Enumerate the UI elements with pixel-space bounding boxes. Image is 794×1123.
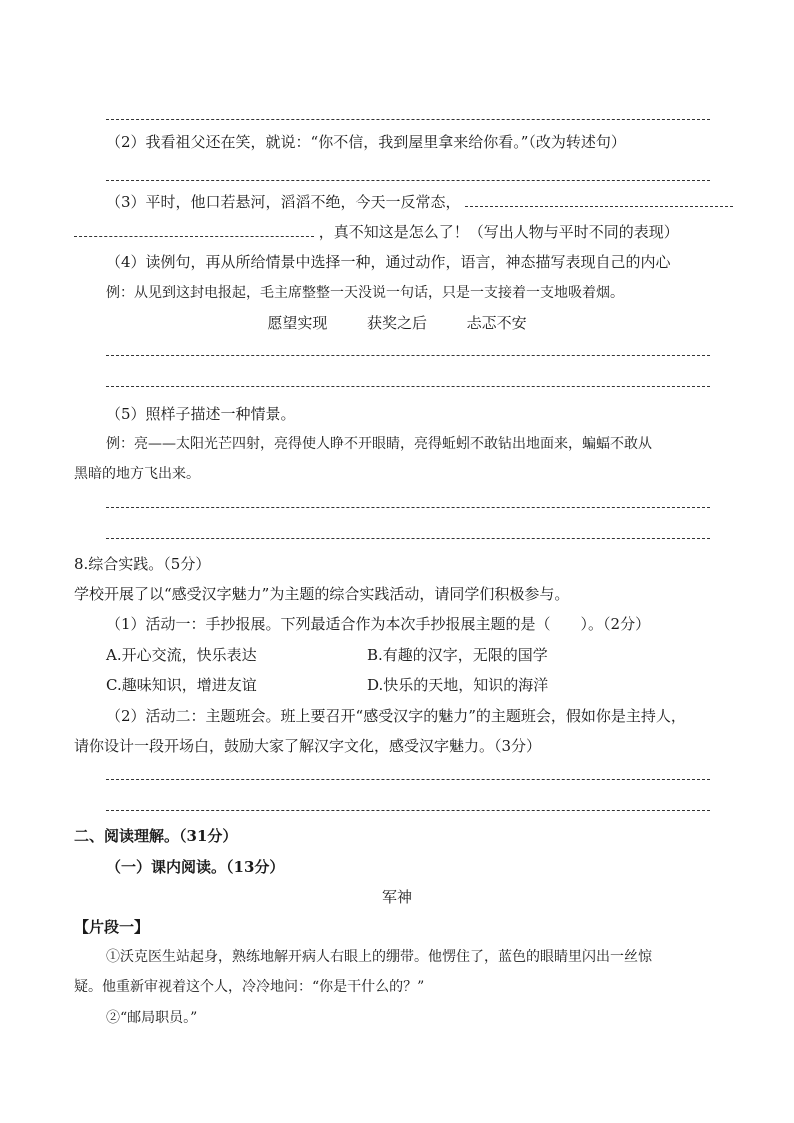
section-2-heading: 二、阅读理解。（31分） bbox=[74, 827, 238, 845]
scenario-option: 愿望实现 bbox=[267, 314, 328, 332]
scenario-choices bbox=[0, 313, 794, 333]
question-8-intro: 学校开展了以“感受汉字魅力”为主题的综合实践活动，请同学们积极参与。 bbox=[74, 585, 570, 603]
passage-title: 军神 bbox=[381, 888, 412, 906]
passage-paragraph-1-cont: 疑。他重新审视着这个人，冷冷地问：“你是干什么的？” bbox=[74, 979, 425, 995]
answer-line[interactable] bbox=[106, 507, 710, 508]
activity-2-text: （2）活动二：主题班会。班上要召开“感受汉字的魅力”的主题班会，假如你是主持人， bbox=[106, 707, 686, 725]
fragment-label: 【片段一】 bbox=[74, 918, 150, 936]
question-2-text: （2）我看祖父还在笑，就说：“你不信，我到屋里拿来给你看。”（改为转述句） bbox=[106, 133, 626, 151]
answer-line[interactable] bbox=[106, 119, 710, 120]
question-5-instruction: （5）照样子描述一种情景。 bbox=[106, 405, 296, 423]
option-d[interactable]: D.快乐的天地，知识的海洋 bbox=[367, 676, 549, 694]
question-4-instruction: （4）读例句，再从所给情景中选择一种，通过动作，语言，神态描写表现自己的内心 bbox=[106, 253, 671, 271]
question-3-part2: ，真不知这是怎么了！（写出人物与平时不同的表现） bbox=[318, 223, 679, 241]
activity-2-text-cont: 请你设计一段开场白，鼓励大家了解汉字文化，感受汉字魅力。（3分） bbox=[74, 737, 542, 755]
option-c[interactable]: C.趣味知识，增进友谊 bbox=[106, 676, 257, 694]
scenario-option: 获奖之后 bbox=[366, 314, 427, 332]
answer-line[interactable] bbox=[106, 180, 710, 181]
question-3-part1: （3）平时，他口若悬河，滔滔不绝，今天一反常态， bbox=[106, 193, 461, 211]
subsection-heading: （一）课内阅读。（13分） bbox=[106, 858, 285, 876]
question-3-text bbox=[106, 192, 733, 212]
answer-line[interactable] bbox=[106, 779, 710, 780]
option-b[interactable]: B.有趣的汉字，无限的国学 bbox=[367, 646, 548, 664]
question-5-example: 例：亮——太阳光芒四射，亮得使人睁不开眼睛，亮得蚯蚓不敢钻出地面来，蝙蝠不敢从 bbox=[106, 436, 652, 452]
question-4-example: 例：从见到这封电报起，毛主席整整一天没说一句话，只是一支接着一支地吸着烟。 bbox=[106, 285, 624, 301]
question-8-title: 8.综合实践。（5分） bbox=[74, 555, 211, 573]
question-3-continuation bbox=[74, 222, 679, 242]
inline-blank[interactable] bbox=[74, 222, 314, 237]
answer-line[interactable] bbox=[106, 386, 710, 387]
inline-blank[interactable] bbox=[465, 192, 733, 207]
passage-paragraph-1: ①沃克医生站起身，熟练地解开病人右眼上的绷带。他愣住了，蓝色的眼睛里闪出一丝惊 bbox=[106, 949, 652, 965]
question-5-example-cont: 黑暗的地方飞出来。 bbox=[74, 466, 200, 482]
scenario-option: 忐忑不安 bbox=[466, 314, 527, 332]
answer-line[interactable] bbox=[106, 355, 710, 356]
option-a[interactable]: A.开心交流，快乐表达 bbox=[106, 646, 257, 664]
answer-line[interactable] bbox=[106, 810, 710, 811]
answer-line[interactable] bbox=[106, 538, 710, 539]
activity-1-text: （1）活动一：手抄报展。下列最适合作为本次手抄报展主题的是（ ）。（2分） bbox=[106, 615, 651, 633]
passage-paragraph-2: ②“邮局职员。” bbox=[106, 1010, 198, 1026]
